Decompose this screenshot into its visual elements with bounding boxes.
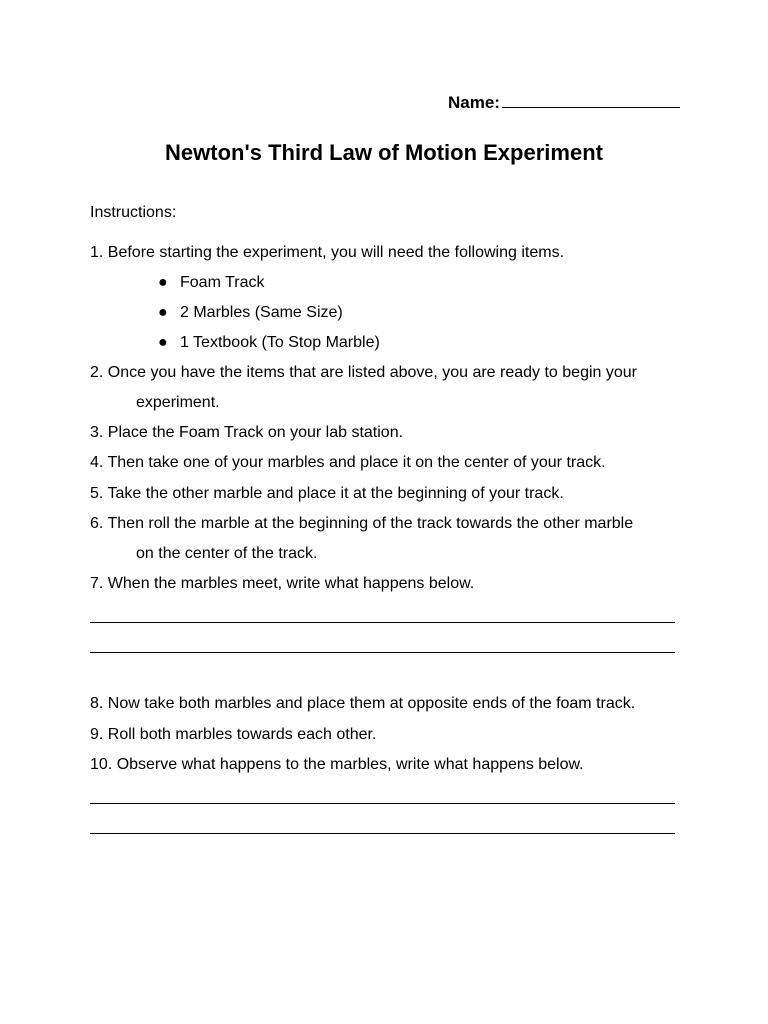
name-blank-line <box>502 93 680 108</box>
step-4: 4. Then take one of your marbles and place it on the center of your track. <box>90 454 606 471</box>
step-3: 3. Place the Foam Track on your lab station. <box>90 424 404 441</box>
step-5: 5. Take the other marble and place it at the beginning of your track. <box>90 485 564 502</box>
step-1: 1. Before starting the experiment, you will need the following items. <box>90 244 565 261</box>
instructions-heading: Instructions: <box>90 204 177 221</box>
bullet-icon: ● <box>158 334 168 351</box>
item-label: Foam Track <box>180 274 265 291</box>
step-2-continued: experiment. <box>136 394 220 411</box>
answer-line[interactable] <box>90 833 675 834</box>
step-6: 6. Then roll the marble at the beginning of the track towards the other marble <box>90 515 634 532</box>
bullet-icon: ● <box>158 304 168 321</box>
answer-line[interactable] <box>90 622 675 623</box>
step-6-continued: on the center of the track. <box>136 545 318 562</box>
step-9: 9. Roll both marbles towards each other. <box>90 726 377 743</box>
bullet-icon: ● <box>158 274 168 291</box>
item-label: 2 Marbles (Same Size) <box>180 304 343 321</box>
item-label: 1 Textbook (To Stop Marble) <box>180 334 380 351</box>
answer-line[interactable] <box>90 803 675 804</box>
list-item <box>158 304 343 322</box>
name-label: Name: <box>448 93 500 112</box>
list-item <box>158 334 380 352</box>
step-10: 10. Observe what happens to the marbles, write what happens below. <box>90 756 584 773</box>
answer-line[interactable] <box>90 652 675 653</box>
step-8: 8. Now take both marbles and place them at opposite ends of the foam track. <box>90 695 636 712</box>
list-item <box>158 274 264 292</box>
name-field <box>448 93 680 113</box>
step-2: 2. Once you have the items that are listed above, you are ready to begin your <box>90 364 637 381</box>
page-title: Newton's Third Law of Motion Experiment <box>165 140 603 165</box>
step-7: 7. When the marbles meet, write what happens below. <box>90 575 475 592</box>
